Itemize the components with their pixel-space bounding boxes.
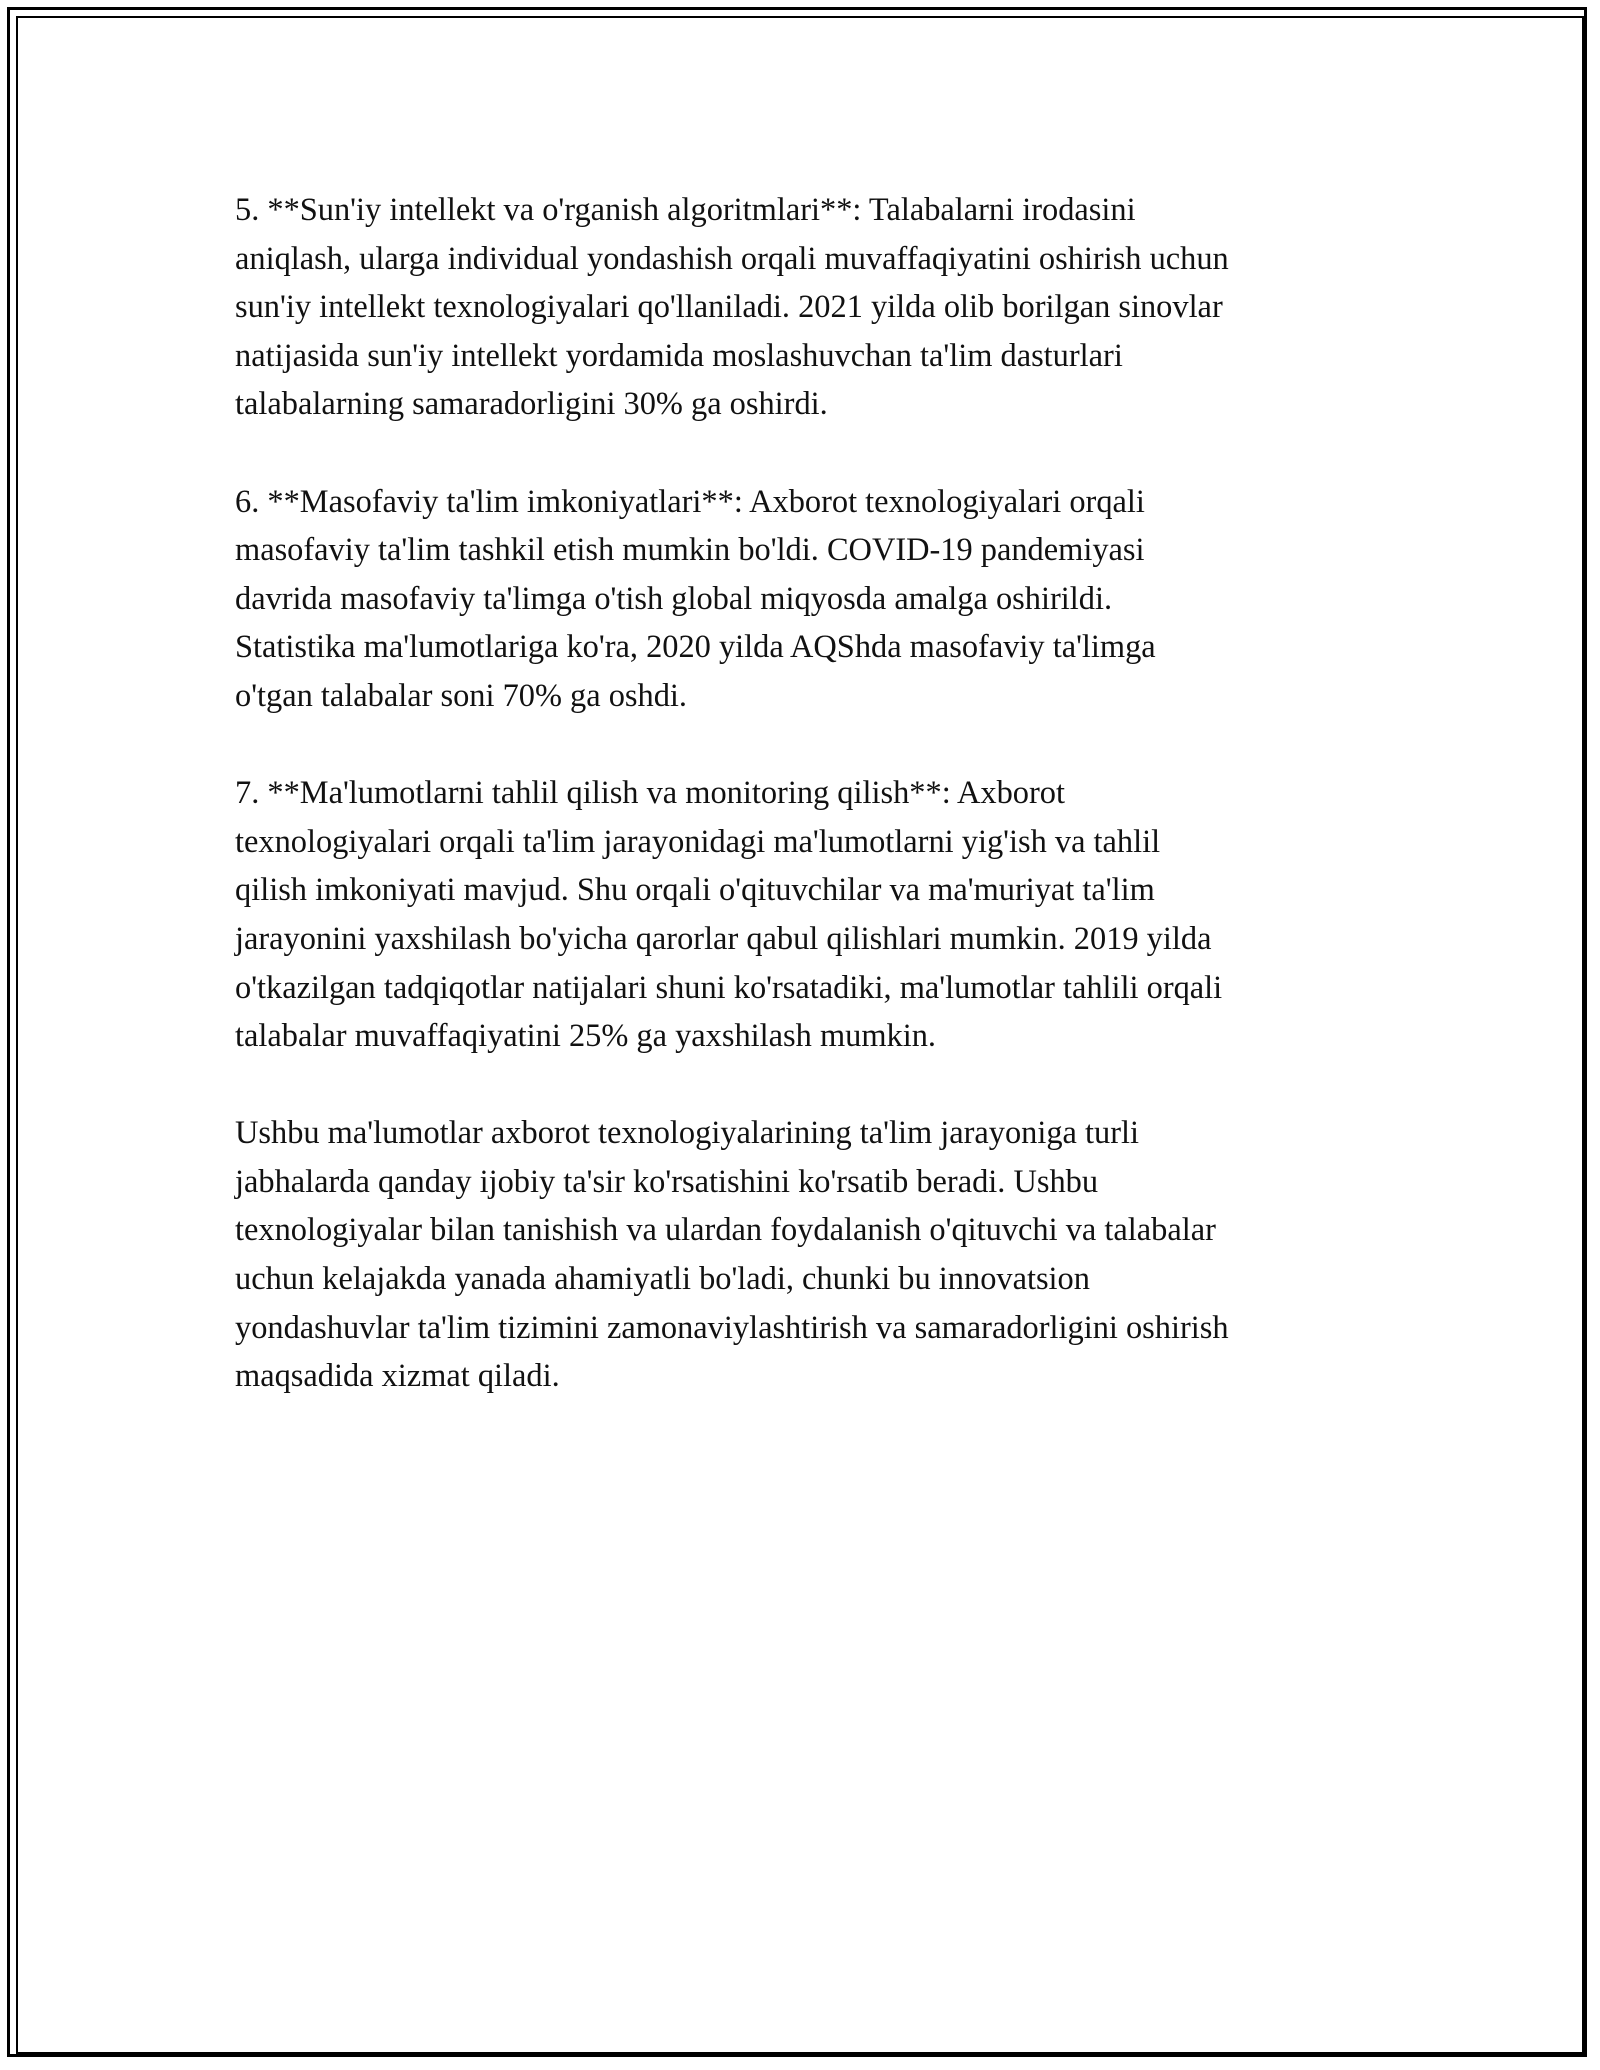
text-line: natijasida sun'iy intellekt yordamida moslashuvchan ta'lim dasturlari bbox=[235, 337, 1123, 374]
text-line: o'tkazilgan tadqiqotlar natijalari shuni ko'rsatadiki, ma'lumotlar tahlili orqali bbox=[235, 969, 1223, 1006]
text-line: o'tgan talabalar soni 70% ga oshdi. bbox=[235, 677, 687, 714]
text-line: Statistika ma'lumotlariga ko'ra, 2020 yilda AQShda masofaviy ta'limga bbox=[235, 629, 1156, 666]
text-line: Ushbu ma'lumotlar axborot texnologiyalarining ta'lim jarayoniga turli bbox=[235, 1115, 1140, 1152]
text-line: talabalar muvaffaqiyatini 25% ga yaxshilash mumkin. bbox=[235, 1018, 937, 1055]
text-line: 7. **Ma'lumotlarni tahlil qilish va monitoring qilish**: Axborot bbox=[235, 775, 1065, 812]
text-line: 6. **Masofaviy ta'lim imkoniyatlari**: Axborot texnologiyalari orqali bbox=[235, 483, 1145, 520]
text-line: sun'iy intellekt texnologiyalari qo'llaniladi. 2021 yilda olib borilgan sinovlar bbox=[235, 289, 1223, 326]
paragraph-item-6 bbox=[235, 478, 1375, 721]
paragraph-item-7 bbox=[235, 769, 1375, 1061]
paragraph-item-5 bbox=[235, 186, 1375, 429]
text-line: talabalarning samaradorligini 30% ga oshirdi. bbox=[235, 386, 828, 423]
text-line: 5. **Sun'iy intellekt va o'rganish algoritmlari**: Talabalarni irodasini bbox=[235, 192, 1136, 228]
text-line: jarayonini yaxshilash bo'yicha qarorlar qabul qilishlari mumkin. 2019 yilda bbox=[235, 920, 1212, 957]
text-line: aniqlash, ularga individual yondashish orqali muvaffaqiyatini oshirish uchun bbox=[235, 240, 1229, 277]
paragraph-conclusion bbox=[235, 1109, 1375, 1401]
text-line: yondashuvlar ta'lim tizimini zamonaviylashtirish va samaradorligini oshirish bbox=[235, 1309, 1229, 1346]
text-line: jabhalarda qanday ijobiy ta'sir ko'rsatishini ko'rsatib beradi. Ushbu bbox=[235, 1163, 1099, 1200]
document-body bbox=[235, 186, 1375, 1449]
text-line: texnologiyalari orqali ta'lim jarayonidagi ma'lumotlarni yig'ish va tahlil bbox=[235, 823, 1161, 860]
text-line: masofaviy ta'lim tashkil etish mumkin bo'ldi. COVID-19 pandemiyasi bbox=[235, 532, 1145, 569]
text-line: uchun kelajakda yanada ahamiyatli bo'ladi, chunki bu innovatsion bbox=[235, 1261, 1090, 1298]
text-line: texnologiyalar bilan tanishish va ulardan foydalanish o'qituvchi va talabalar bbox=[235, 1212, 1216, 1249]
text-line: maqsadida xizmat qiladi. bbox=[235, 1358, 560, 1395]
text-line: davrida masofaviy ta'limga o'tish global miqyosda amalga oshirildi. bbox=[235, 580, 1113, 617]
text-line: qilish imkoniyati mavjud. Shu orqali o'qituvchilar va ma'muriyat ta'lim bbox=[235, 872, 1155, 909]
